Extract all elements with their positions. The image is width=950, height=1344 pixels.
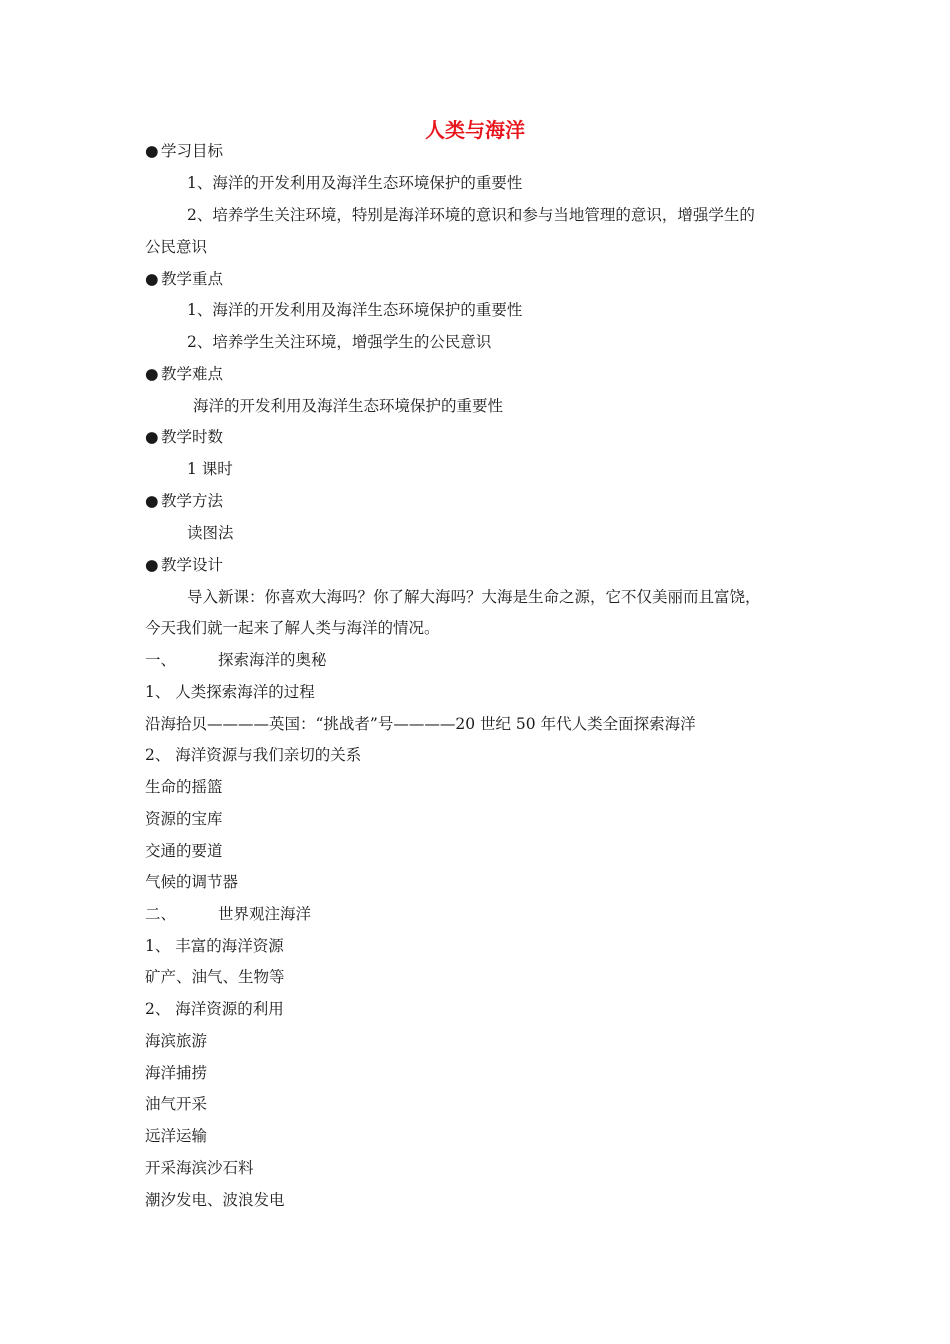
section-heading-design: ● 教学设计 (145, 556, 224, 574)
section-heading-difficulties: ● 教学难点 (145, 365, 224, 383)
subsection-heading: 1、 丰富的海洋资源 (145, 937, 284, 955)
section-heading-hours: ● 教学时数 (145, 428, 224, 446)
page-title: 人类与海洋 (425, 118, 525, 142)
goal-item: 1、海洋的开发利用及海洋生态环境保护的重要性 (187, 174, 523, 192)
list-item: 远洋运输 (145, 1127, 208, 1145)
intro-paragraph: 导入新课：你喜欢大海吗？你了解大海吗？大海是生命之源，它不仅美丽而且富饶， (187, 588, 761, 606)
intro-paragraph-continuation: 今天我们就一起来了解人类与海洋的情况。 (145, 619, 440, 637)
list-item: 海洋捕捞 (145, 1064, 208, 1082)
subsection-heading: 1、 人类探索海洋的过程 (145, 683, 315, 701)
list-item: 开采海滨沙石料 (145, 1159, 254, 1177)
section-heading-goals: ● 学习目标 (145, 142, 224, 160)
part-two-heading: 二、 世界观注海洋 (145, 905, 312, 923)
goal-item-continuation: 公民意识 (145, 238, 208, 256)
hours-item: 1 课时 (187, 460, 233, 478)
key-point-item: 1、海洋的开发利用及海洋生态环境保护的重要性 (187, 301, 523, 319)
resource-list: 矿产、油气、生物等 (145, 968, 285, 986)
difficulty-item: 海洋的开发利用及海洋生态环境保护的重要性 (193, 397, 504, 415)
section-heading-method: ● 教学方法 (145, 492, 224, 510)
list-item: 资源的宝库 (145, 810, 223, 828)
list-item: 潮汐发电、波浪发电 (145, 1191, 285, 1209)
list-item: 油气开采 (145, 1095, 208, 1113)
list-item: 生命的摇篮 (145, 778, 223, 796)
part-one-heading: 一、 探索海洋的奥秘 (145, 651, 327, 669)
bullet-icon: ● (145, 556, 159, 574)
subsection-heading: 2、 海洋资源的利用 (145, 1000, 284, 1018)
bullet-icon: ● (145, 492, 159, 510)
list-item: 海滨旅游 (145, 1032, 208, 1050)
bullet-icon: ● (145, 365, 159, 383)
list-item: 气候的调节器 (145, 873, 239, 891)
section-heading-key-points: ● 教学重点 (145, 270, 224, 288)
subsection-heading: 2、 海洋资源与我们亲切的关系 (145, 746, 362, 764)
key-point-item: 2、培养学生关注环境，增强学生的公民意识 (187, 333, 492, 351)
goal-item: 2、培养学生关注环境，特别是海洋环境的意识和参与当地管理的意识，增强学生的 (187, 206, 755, 224)
bullet-icon: ● (145, 428, 159, 446)
exploration-timeline: 沿海拾贝————英国：“挑战者”号————20 世纪 50 年代人类全面探索海洋 (145, 715, 696, 733)
list-item: 交通的要道 (145, 842, 223, 860)
method-item: 读图法 (187, 524, 234, 542)
bullet-icon: ● (145, 270, 159, 288)
bullet-icon: ● (145, 142, 159, 160)
